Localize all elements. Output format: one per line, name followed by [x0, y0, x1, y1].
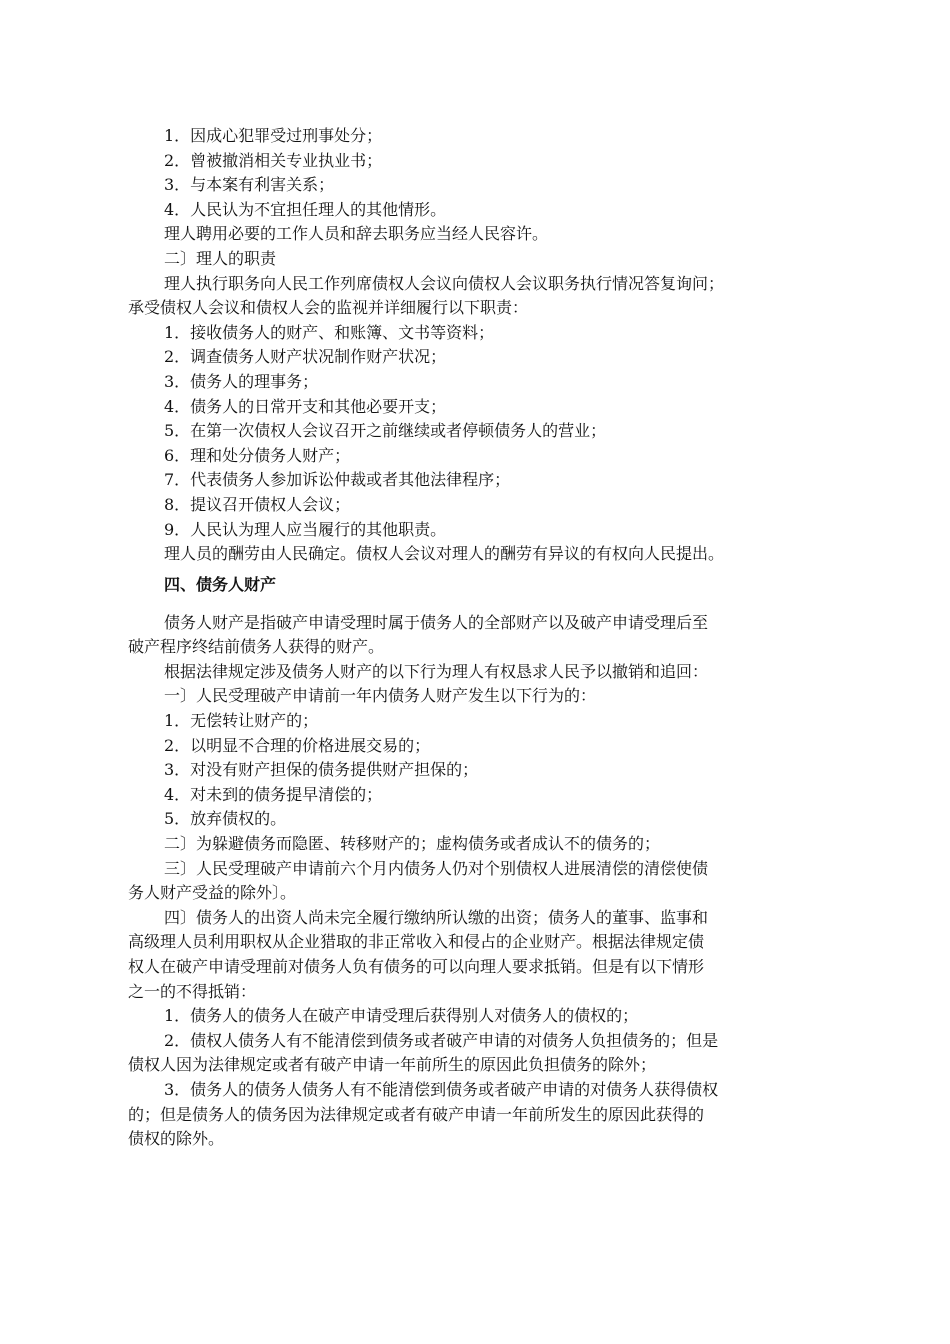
list-item: 1．债务人的债务人在破产申请受理后获得别人对债务人的债权的；: [164, 1006, 639, 1026]
document-page: [128, 124, 828, 1152]
list-item: 8．提议召开债权人会议；: [164, 494, 351, 514]
list-item: 5．放弃债权的。: [164, 809, 287, 829]
paragraph: 根据法律规定涉及债务人财产的以下行为理人有权恳求人民予以撤销和追回：: [164, 661, 709, 681]
section-heading: 四、债务人财产: [164, 574, 277, 594]
paragraph: 四〕债务人的出资人尚未完全履行缴纳所认缴的出资；债务人的董事、监事和: [164, 907, 709, 927]
paragraph: 理人聘用必要的工作人员和辞去职务应当经人民容许。: [164, 224, 549, 244]
list-item: 9．人民认为理人应当履行的其他职责。: [164, 519, 447, 539]
list-item: 1．因成心犯罪受过刑事处分；: [164, 126, 383, 145]
paragraph-continuation: 高级理人员利用职权从企业猎取的非正常收入和侵占的企业财产。根据法律规定债: [128, 932, 705, 952]
list-item: 3．债务人的理事务；: [164, 371, 319, 391]
list-item: 1．无偿转让财产的；: [164, 711, 319, 731]
list-item: 2．曾被撤消相关专业执业书；: [164, 150, 383, 170]
list-item: 2．以明显不合理的价格进展交易的；: [164, 735, 431, 755]
paragraph: 理人员的酬劳由人民确定。债权人会议对理人的酬劳有异议的有权向人民提出。: [164, 544, 725, 564]
paragraph: 二〕为躲避债务而隐匿、转移财产的；虚构债务或者成认不的债务的；: [164, 834, 661, 854]
paragraph-continuation: 债权的除外。: [128, 1129, 225, 1149]
paragraph-continuation: 权人在破产申请受理前对债务人负有债务的可以向理人要求抵销。但是有以下情形: [128, 957, 705, 976]
list-item: 3．债务人的债务人债务人有不能清偿到债务或者破产申请的对债务人获得债权: [164, 1079, 719, 1099]
paragraph: 三〕人民受理破产申请前六个月内债务人仍对个别债权人进展清偿的清偿使债: [164, 858, 709, 878]
list-item: 4．人民认为不宜担任理人的其他情形。: [164, 199, 447, 219]
paragraph-continuation: 的；但是债务人的债务因为法律规定或者有破产申请一年前所发生的原因此获得的: [128, 1104, 705, 1124]
subsection-title: 二〕理人的职责: [164, 248, 277, 268]
list-item: 2．债权人债务人有不能清偿到债务或者破产申请的对债务人负担债务的；但是: [164, 1030, 719, 1050]
paragraph-continuation: 破产程序终结前债务人获得的财产。: [128, 637, 385, 657]
list-item: 4．对未到的债务提早清偿的；: [164, 784, 383, 804]
list-item: 1．接收债务人的财产、和账簿、文书等资料；: [164, 322, 495, 342]
paragraph-continuation: 承受债权人会议和债权人会的监视并详细履行以下职责：: [128, 298, 529, 318]
list-item: 3．与本案有利害关系；: [164, 175, 335, 195]
list-item: 2．调查债务人财产状况制作财产状况；: [164, 347, 447, 367]
subsection-title: 一〕人民受理破产申请前一年内债务人财产发生以下行为的：: [164, 686, 597, 706]
list-item: 7．代表债务人参加诉讼仲裁或者其他法律程序；: [164, 470, 511, 490]
paragraph-continuation: 务人财产受益的除外〕。: [128, 883, 297, 903]
list-item: 4．债务人的日常开支和其他必要开支；: [164, 396, 447, 416]
paragraph-continuation: 之一的不得抵销：: [128, 981, 257, 1001]
list-item: 3．对没有财产担保的债务提供财产担保的；: [164, 760, 479, 780]
paragraph: 债务人财产是指破产申请受理时属于债务人的全部财产以及破产申请受理后至: [164, 612, 709, 632]
paragraph-continuation: 债权人因为法律规定或者有破产申请一年前所生的原因此负担债务的除外；: [128, 1055, 657, 1075]
list-item: 5．在第一次债权人会议召开之前继续或者停顿债务人的营业；: [164, 421, 607, 441]
list-item: 6．理和处分债务人财产；: [164, 445, 351, 465]
paragraph: 理人执行职务向人民工作列席债权人会议向债权人会议职务执行情况答复询问；: [164, 273, 725, 293]
